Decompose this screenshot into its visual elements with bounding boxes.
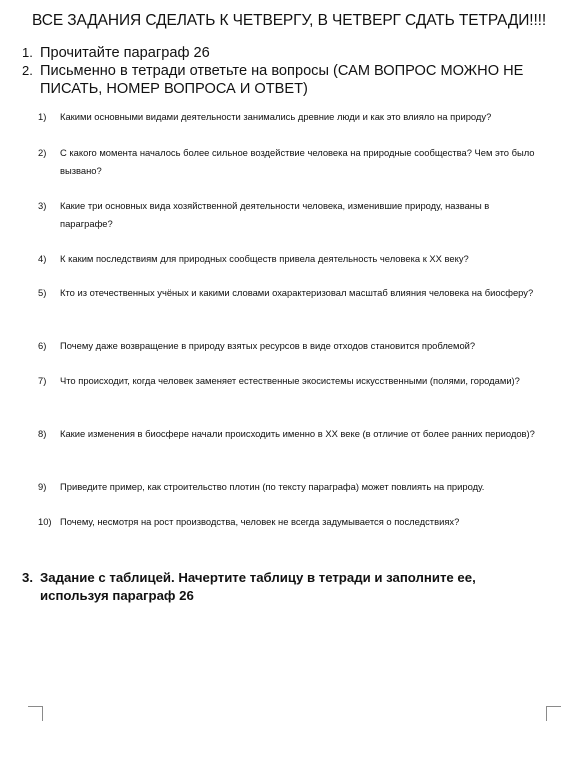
- question-text: Приведите пример, как строительство плотин (по тексту параграфа) может повлиять на природу.: [60, 481, 485, 492]
- question-text: Что происходит, когда человек заменяет естественные экосистемы искусственными (полями, городами)?: [60, 375, 520, 386]
- question-number: 10): [38, 516, 52, 527]
- question-item: [38, 144, 538, 180]
- question-text: Почему, несмотря на рост производства, человек не всегда задумывается о последствиях?: [60, 516, 460, 527]
- question-number: 2): [38, 147, 47, 158]
- question-text: К каким последствиям для природных сообществ привела деятельность человека к XX веку?: [60, 253, 469, 264]
- task-text: Задание с таблицей. Начертите таблицу в тетради и заполните ее, используя параграф 26: [40, 570, 476, 603]
- page-corner-mark-right: [546, 706, 561, 721]
- question-item: [38, 284, 538, 302]
- question-item: [38, 108, 538, 126]
- question-item: [38, 372, 538, 390]
- question-number: 5): [38, 287, 47, 298]
- task-text: Письменно в тетради ответьте на вопросы (САМ ВОПРОС МОЖНО НЕ ПИСАТЬ, НОМЕР ВОПРОСА И ОТВЕТ): [40, 63, 524, 97]
- task-text: Прочитайте параграф 26: [40, 45, 210, 61]
- question-item: [38, 513, 538, 531]
- task-item-1: [22, 44, 562, 62]
- question-item: [38, 197, 538, 233]
- task-list: [22, 44, 562, 98]
- question-text: Какие изменения в биосфере начали происходить именно в XX веке (в отличие от более ранних периодов)?: [60, 428, 535, 439]
- question-number: 4): [38, 253, 47, 264]
- question-text: Какими основными видами деятельности занимались древние люди и как это влияло на природу?: [60, 111, 492, 122]
- task-item-3: [22, 569, 542, 605]
- question-item: [38, 250, 538, 268]
- page-heading: ВСЕ ЗАДАНИЯ СДЕЛАТЬ К ЧЕТВЕРГУ, В ЧЕТВЕРГ СДАТЬ ТЕТРАДИ!!!!: [32, 12, 547, 29]
- question-number: 8): [38, 428, 47, 439]
- question-text: Какие три основных вида хозяйственной деятельности человека, изменившие природу, названы в параграфе?: [60, 200, 490, 229]
- question-text: Кто из отечественных учёных и какими словами охарактеризовал масштаб влияния человека на биосферу?: [60, 287, 534, 298]
- question-item: [38, 478, 538, 496]
- question-item: [38, 337, 538, 355]
- task-number: 3.: [22, 570, 33, 585]
- task-number: 1.: [22, 45, 33, 60]
- question-item: [38, 425, 538, 443]
- question-number: 7): [38, 375, 47, 386]
- question-number: 3): [38, 200, 47, 211]
- question-number: 1): [38, 111, 47, 122]
- question-text: Почему даже возвращение в природу взятых ресурсов в виде отходов становится проблемой?: [60, 340, 476, 351]
- task-number: 2.: [22, 63, 33, 78]
- page-corner-mark-left: [28, 706, 43, 721]
- question-text: С какого момента началось более сильное воздействие человека на природные сообщества? Чем это было вызвано?: [60, 147, 535, 176]
- question-number: 9): [38, 481, 47, 492]
- question-number: 6): [38, 340, 47, 351]
- task-item-2: [22, 62, 562, 98]
